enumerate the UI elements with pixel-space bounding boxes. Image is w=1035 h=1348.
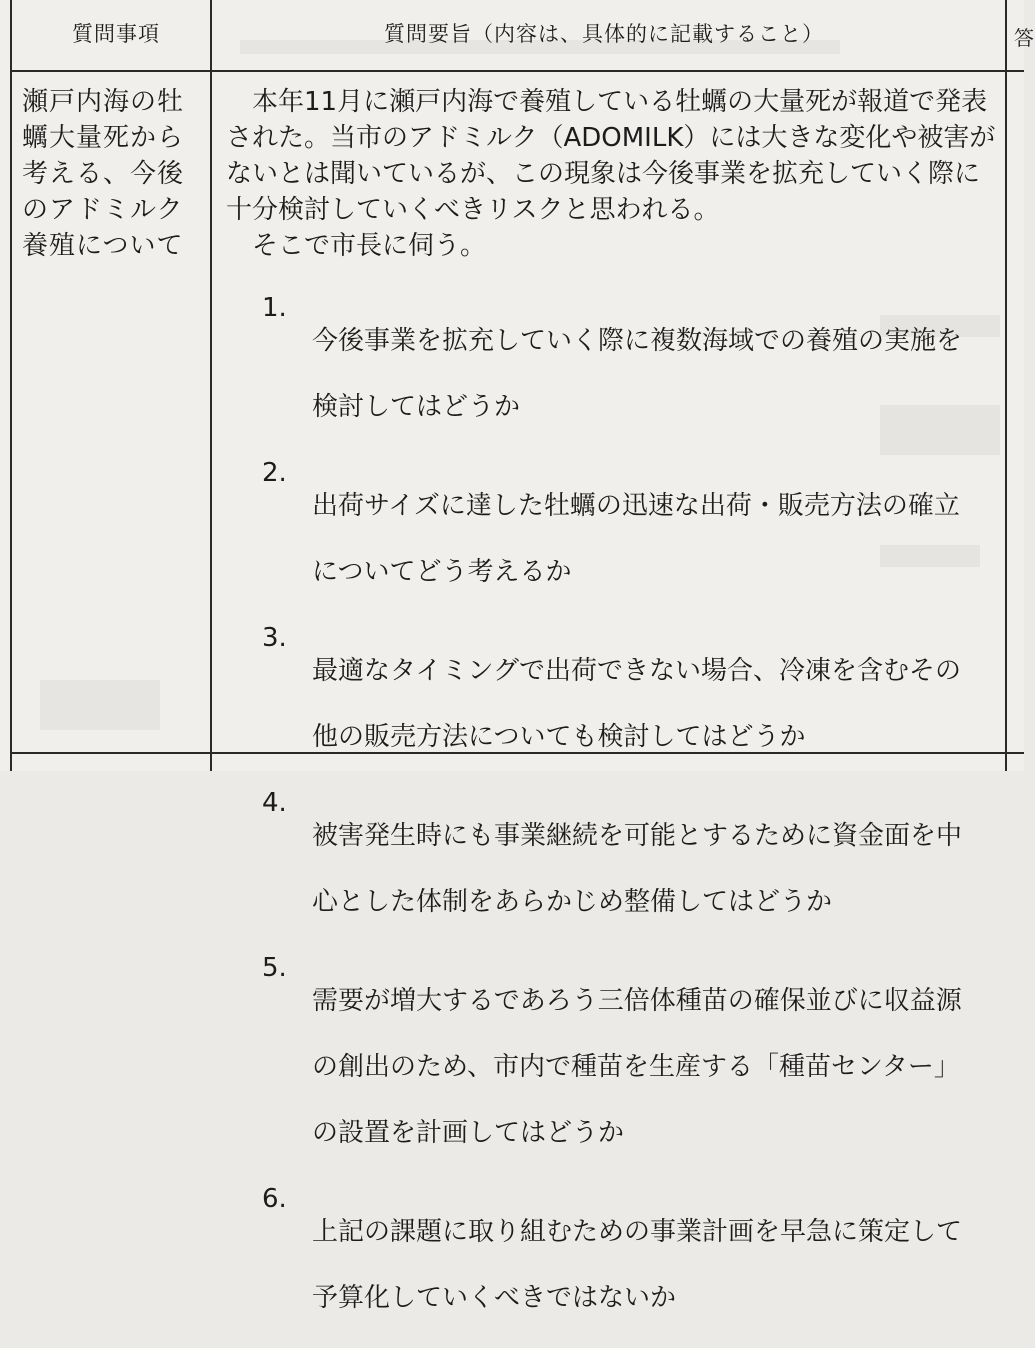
subject-line: 考える、今後 [22, 159, 185, 189]
question-item [262, 787, 1002, 952]
subject-line: 養殖について [22, 231, 184, 261]
ask-line: そこで市長に伺う。 [226, 231, 487, 261]
question-text-line: 上記の課題に取り組むための事業計画を早急に策定して [312, 1217, 963, 1247]
question-list [262, 292, 1002, 1348]
question-number: 1. [262, 293, 287, 323]
question-text-line: 需要が増大するであろう三倍体種苗の確保並びに収益源 [312, 986, 962, 1016]
subject-line: のアドミルク [22, 195, 184, 225]
question-text-line: 心とした体制をあらかじめ整備してはどうか [312, 887, 833, 917]
question-text-line: 他の販売方法についても検討してはどうか [312, 722, 806, 752]
bleed-through-mark [40, 680, 160, 730]
paragraph-line: 十分検討していくべきリスクと思われる。 [226, 195, 720, 225]
table-border-left [10, 0, 12, 771]
paragraph-line: ないとは聞いているが、この現象は今後事業を拡充していく際に [226, 159, 981, 189]
question-text-line: 出荷サイズに達した牡蠣の迅速な出荷・販売方法の確立 [312, 491, 960, 521]
question-number: 3. [262, 623, 287, 653]
table-column-divider [210, 0, 212, 771]
header-summary: 質問要旨（内容は、具体的に記載すること） [384, 22, 824, 46]
question-number: 5. [262, 953, 287, 983]
question-number: 4. [262, 788, 287, 818]
question-text-line: の設置を計画してはどうか [312, 1118, 625, 1148]
question-text-line: 今後事業を拡充していく際に複数海域での養殖の実施を [312, 326, 963, 356]
subject-line: 蠣大量死から [22, 123, 185, 153]
question-item [262, 952, 1002, 1183]
question-item [262, 292, 1002, 457]
question-text-line: についてどう考えるか [312, 557, 572, 587]
question-number: 6. [262, 1184, 287, 1214]
question-subject [22, 84, 204, 264]
question-text-line: 予算化していくべきではないか [312, 1283, 677, 1313]
subject-line: 瀬戸内海の牡 [22, 87, 185, 117]
question-item [262, 457, 1002, 622]
header-row-divider [10, 70, 1024, 72]
header-answer-fragment: 答 [1014, 26, 1035, 50]
question-text-line: 検討してはどうか [312, 392, 521, 422]
question-text-line: の創出のため、市内で種苗を生産する「種苗センター」 [312, 1052, 960, 1082]
table-column-divider-right [1005, 0, 1007, 771]
paragraph-line: 本年11月に瀬戸内海で養殖している牡蠣の大量死が報道で発表 [226, 87, 988, 117]
question-item [262, 622, 1002, 787]
question-item [262, 1183, 1002, 1348]
paragraph-line: された。当市のアドミルク（ADOMILK）には大きな変化や被害が [226, 123, 996, 153]
question-number: 2. [262, 458, 287, 488]
question-summary-body [226, 84, 996, 264]
header-subject: 質問事項 [72, 22, 160, 46]
question-text-line: 最適なタイミングで出荷できない場合、冷凍を含むその [312, 656, 961, 686]
question-text-line: 被害発生時にも事業継続を可能とするために資金面を中 [312, 821, 963, 851]
